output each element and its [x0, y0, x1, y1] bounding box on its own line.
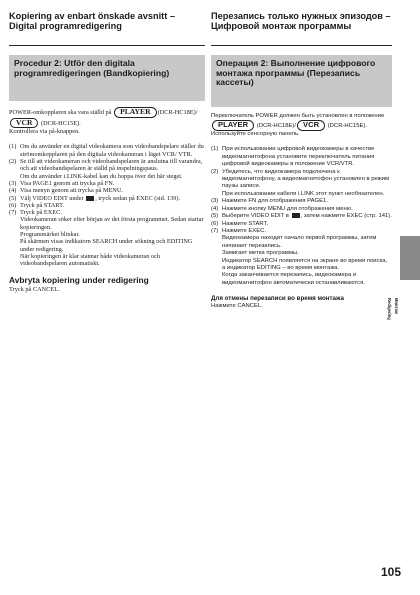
right-step-text-before: Выберите VIDEO EDIT в [222, 213, 289, 220]
left-intro-mid1: (DCR-HC18E)/ [157, 109, 198, 116]
left-step-number: (3) [9, 179, 17, 187]
edit-menu-icon [86, 196, 94, 201]
left-intro [9, 107, 205, 135]
right-intro-before: Переключатель POWER должен быть установлен в положение [211, 113, 385, 119]
left-step-note: Om du använder i.LINK-kabel kan du hoppa över det här steget. [20, 172, 183, 180]
left-step-text: Visa menyn genom att trycka på MENU. [20, 187, 123, 195]
left-stop-text: Tryck på CANCEL. [9, 285, 60, 293]
left-column [9, 11, 205, 293]
right-step [211, 221, 392, 228]
right-intro [211, 113, 392, 138]
right-step-note: При использовании кабеля i.LINK этот пункт необязателен. [222, 190, 385, 197]
right-step [211, 213, 392, 220]
left-intro-before: POWER-omkopplaren ska vara ställd på [9, 109, 112, 116]
left-step-note: Programmärket blinkar. [20, 231, 80, 239]
edit-menu-icon [292, 213, 300, 218]
right-step-text: Убедитесь, что видеокамера подключена к видеомагнитофону, а видеомагнитофон установлен в режим паузы записи. [222, 168, 389, 190]
right-step-number: (5) [211, 213, 219, 220]
left-step-text: Se till att videokameran och videobandspelaren är anslutna till varandra, och att videobandspelaren är ställd på inspelningspaus. [20, 158, 203, 173]
right-step [211, 206, 392, 213]
left-step-number: (7) [9, 209, 17, 217]
right-procedure-box: Операция 2: Выполнение цифрового монтажа программы (Перезапись кассеты) [211, 55, 392, 107]
right-step-number: (1) [211, 146, 219, 153]
right-step-number: (6) [211, 220, 219, 227]
right-step-text-after: , затем нажмите EXEC (стр. 141). [300, 213, 392, 220]
left-step-number: (6) [9, 201, 17, 209]
page-number: 105 [381, 565, 402, 579]
left-step-text: Tryck på START. [20, 201, 65, 209]
right-step-number: (4) [211, 205, 219, 212]
left-step-note: På skärmen visas indikatorn SEARCH under sökning och EDITING under redigering. [20, 238, 193, 253]
right-step [211, 169, 392, 199]
left-step-note: Videokameran söker efter början av det första programmet. Sedan startar kopieringen. [20, 216, 204, 231]
left-step [9, 158, 205, 180]
left-step [9, 180, 205, 187]
right-step-text: Нажмите START. [222, 220, 269, 227]
right-step [211, 228, 392, 287]
left-step-text: Visa PAGE1 genom att trycka på FN. [20, 179, 115, 187]
left-step [9, 202, 205, 209]
left-stop-heading: Avbryta kopiering under redigering [9, 274, 149, 285]
side-section-labels [386, 298, 400, 358]
left-intro-after: Kontrollera via på-knappen. [9, 128, 80, 136]
left-step [9, 195, 205, 202]
right-step [211, 146, 392, 168]
right-step-number: (7) [211, 227, 219, 234]
left-step-text-before: Välj VIDEO EDIT under [20, 194, 84, 202]
left-step-number: (4) [9, 187, 17, 195]
right-step-note: Видеокамера находит начало первой программы, затем начинает перезапись. [222, 235, 377, 249]
right-step-note: Индикатор SEARCH появляется на экране во время поиска, а индикатор EDITING – во время монтажа. [222, 257, 388, 271]
right-steps [211, 146, 392, 287]
left-step-number: (1) [9, 143, 17, 151]
side-label-russian: Монтаж [394, 298, 399, 314]
right-step-text: Нажмите FN для отображения PAGE1. [222, 198, 328, 205]
left-section-heading: Kopiering av enbart önskade avsnitt – Digital programredigering [9, 11, 205, 46]
right-intro-after: Используйте сенсорную панель. [211, 131, 300, 137]
right-step-text: При использовании цифровой видеокамеры в качестве видеомагнитофона установите переключатель питания цифровой видеокамеры в положение VCR/VTR. [222, 146, 375, 168]
right-step-note: Когда заканчивается перезапись, видеокамера и видеомагнитофон автоматически останавливаются. [222, 272, 365, 286]
left-intro-mid2: (DCR-HC15E). [41, 119, 81, 127]
right-stop-text: Нажмите CANCEL. [211, 302, 263, 309]
right-step-note: Замигает метка программы. [222, 250, 299, 257]
player-indicator: PLAYER [212, 120, 254, 131]
right-section-heading: Перезапись только нужных эпизодов – Цифровой монтаж программы [211, 11, 392, 46]
left-step-note: När kopieringen är klar stannar både videokameran och videobandspelaren automatiskt. [20, 252, 161, 268]
left-step-number: (5) [9, 194, 17, 202]
right-step-text: Нажмите кнопку MENU для отображения меню. [222, 205, 353, 212]
left-step-text-after: , tryck sedan på EXEC (sid. 139). [95, 194, 181, 202]
left-step [9, 209, 205, 267]
left-step-text: Om du använder en digital videokamera som videobandspelare ställer du strömomkopplaren på den digitala videokameran i läget VCR/ VTR. [20, 143, 204, 158]
right-step-number: (3) [211, 198, 219, 205]
vcr-indicator: VCR [297, 120, 325, 131]
player-indicator: PLAYER [114, 107, 157, 118]
right-column [211, 11, 392, 310]
right-intro-mid1: (DCR-HC18E)/ [256, 123, 297, 130]
side-label-swedish: Redigering [387, 298, 392, 320]
section-tab-marker [400, 236, 420, 280]
right-step [211, 198, 392, 205]
left-procedure-box: Procedur 2: Utför den digitala programredigeringen (Bandkopiering) [9, 55, 205, 101]
left-step [9, 187, 205, 194]
left-step [9, 143, 205, 158]
left-step-text: Tryck på EXEC. [20, 209, 62, 217]
left-steps [9, 143, 205, 267]
vcr-indicator: VCR [10, 118, 38, 129]
right-step-number: (2) [211, 168, 219, 175]
right-stop-heading: Для отмены перезаписи во время монтажа [211, 295, 344, 303]
right-step-text: Нажмите EXEC. [222, 227, 267, 234]
right-intro-mid2: (DCR-HC15E). [327, 123, 367, 130]
left-step-number: (2) [9, 158, 17, 166]
